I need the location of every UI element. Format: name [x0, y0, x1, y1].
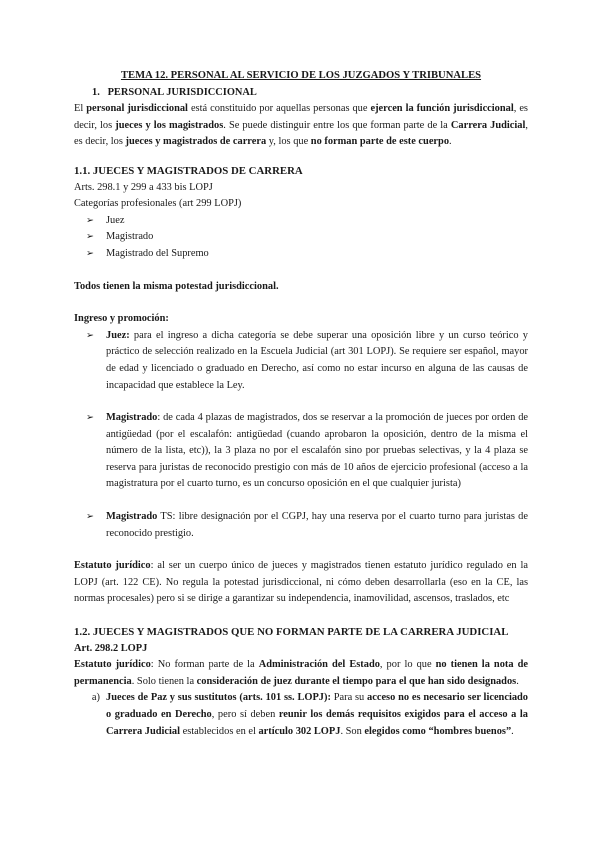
arrowhead-bullet-icon: ➢ — [86, 214, 95, 226]
list-marker: a) — [91, 692, 100, 704]
same-power-statement: Todos tienen la misma potestad jurisdiccional. — [74, 280, 279, 292]
ingreso-label: Ingreso y promoción: — [74, 313, 169, 325]
list-item: ➢ Magistrado — [74, 229, 528, 246]
section-1-1-heading: 1.1. JUECES Y MAGISTRADOS DE CARRERA — [74, 164, 303, 177]
list-item: ➢ Magistrado: de cada 4 plazas de magistrados, dos se reservar a la promoción de jueces por orden de antigüedad (por el escalafón: antigüedad (cuando aprobaron la oposición, dentro de la misma el número de la lista, etc)), la 3 plaza no por el escalafón sino por pruebas selectivas, y la 4 plaza se reserva para juristas de reconocido prestigio con más de 10 años de ejercicio profesional (acceso a la magistratura por el cuarto turno, es un concurso oposición en el que cualquier jurista) — [74, 410, 528, 493]
arrowhead-bullet-icon: ➢ — [86, 329, 95, 341]
arrowhead-bullet-icon: ➢ — [86, 412, 95, 424]
estatuto-paragraph: Estatuto jurídico: al ser un cuerpo único de jueces y magistrados tienen estatuto jurídico regulado en la LOPJ (art. 122 CE). No regula la potestad jurisdiccional, ni cómo deben desarrollarla (eso en la CE, las normas procesales) pero si se dirige a garantizar su independencia, inamovilidad, ascensos, traslados, etc — [74, 560, 528, 605]
categories-label: Categorías profesionales (art 299 LOPJ) — [74, 198, 242, 210]
section-1-heading: 1. PERSONAL JURISDICCIONAL — [92, 86, 257, 98]
section-1-1-arts: Arts. 298.1 y 299 a 433 bis LOPJ — [74, 181, 213, 193]
section-1-intro: El personal jurisdiccional está constituido por aquellas personas que ejercen la función jurisdiccional, es decir, los jueces y los magistrados. Se puede distinguir entre los que forman parte de la Carrera Judicial, es decir, los jueces y magistrados de carrera y, los que no forman parte de este cuerpo. — [74, 103, 528, 148]
section-1-2-arts: Art. 298.2 LOPJ — [74, 642, 148, 654]
arrowhead-bullet-icon: ➢ — [86, 247, 95, 259]
document-title: TEMA 12. PERSONAL AL SERVICIO DE LOS JUZGADOS Y TRIBUNALES — [120, 70, 482, 81]
arrowhead-bullet-icon: ➢ — [86, 511, 95, 523]
section-1-2-estatuto: Estatuto jurídico: No forman parte de la Administración del Estado, por lo que no tienen la nota de permanencia. Solo tienen la consideración de juez durante el tiempo para el que han sido designados. — [74, 659, 528, 687]
list-item: ➢ Juez: para el ingreso a dicha categoría se debe superar una oposición libre y un curso teórico y práctico de selección realizado en la Escuela Judicial (art 301 LOPJ). Se requiere ser español, mayor de edad y licenciado o graduado en Derecho, así como no estar incurso en alguna de las causas de incapacidad que establece la Ley. — [74, 328, 528, 394]
ingreso-list — [74, 328, 528, 543]
list-item: ➢ Juez — [74, 213, 528, 230]
list-item: ➢ Magistrado del Supremo — [74, 246, 528, 263]
list-item: ➢ Magistrado TS: libre designación por el CGPJ, hay una reserva por el cuarto turno para juristas de reconocido prestigio. — [74, 509, 528, 542]
section-1-2-heading: 1.2. JUECES Y MAGISTRADOS QUE NO FORMAN PARTE DE LA CARRERA JUDICIAL — [74, 626, 509, 639]
list-item — [74, 690, 528, 740]
document-page — [74, 68, 528, 740]
categories-list — [74, 213, 528, 263]
arrowhead-bullet-icon: ➢ — [86, 231, 95, 243]
jueces-de-paz-item: Jueces de Paz y sus sustitutos (arts. 101 ss. LOPJ): Para su acceso no es necesario ser licenciado o graduado en Derecho, pero sí deben reunir los demás requisitos exigidos para el acceso a la Carrera Judicial establecidos en el artículo 302 LOPJ. Son elegidos como “hombres buenos”. — [106, 692, 528, 737]
